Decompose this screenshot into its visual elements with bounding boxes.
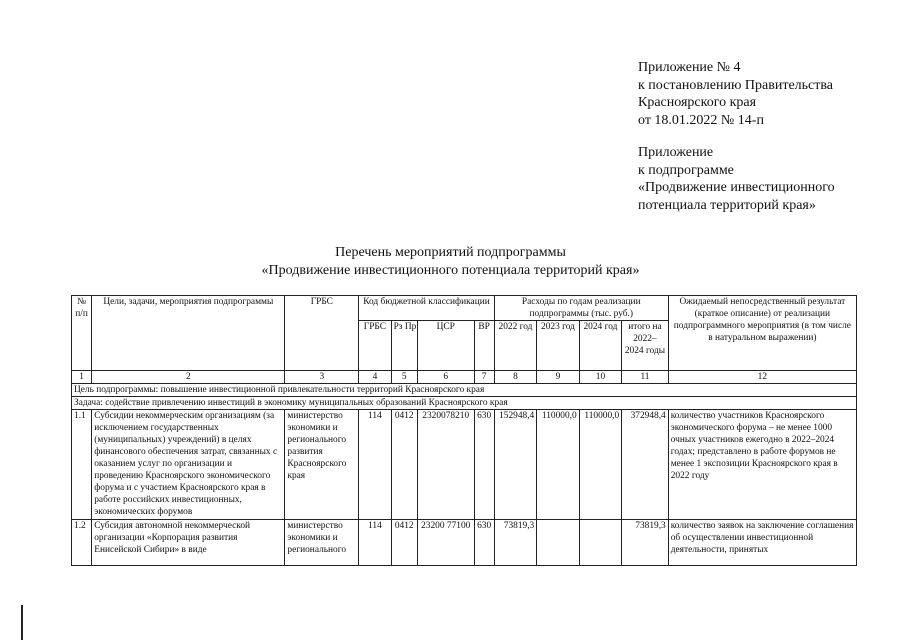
header-row-1 (72, 296, 857, 321)
goal-text: Цель подпрограммы: повышение инвестиционной привлекательности территорий Красноярского края (72, 384, 857, 397)
appendix-line: Приложение № 4 (638, 60, 741, 75)
sub-appendix-line: Приложение (638, 145, 714, 160)
title-line-2: «Продвижение инвестиционного потенциала территорий края» (261, 263, 640, 278)
column-number: 8 (494, 371, 536, 384)
column-number-row (72, 371, 857, 384)
column-number: 6 (417, 371, 474, 384)
column-number: 2 (92, 371, 285, 384)
appendix-line: от 18.01.2022 № 14-п (638, 112, 764, 128)
header-2024: 2024 год (579, 321, 621, 371)
row-grbs: министерство экономики и регионального развития Красноярского края (285, 410, 359, 520)
title-line-1: Перечень мероприятий подпрограммы (335, 245, 566, 260)
header-csr: ЦСР (417, 321, 474, 371)
header-budget-code: Код бюджетной классификации (359, 296, 495, 321)
sub-appendix-line: потенциала территорий края» (638, 197, 816, 213)
row-name: Субсидии некоммерческим организациям (за исключением государственных (муниципальных) учреждений) в целях финансового обеспечения затрат, связанных с оказанием услуг по организации и проведению Красноярского экономического форума и с участием Красноярского края в работе российских инвестиционных, экономических форумов (92, 410, 285, 520)
column-number: 7 (474, 371, 494, 384)
row-2024: 110000,0 (579, 410, 621, 520)
header-num: № п/п (72, 296, 92, 371)
row-csr: 23200 77100 (417, 520, 474, 566)
row-csr: 2320078210 (417, 410, 474, 520)
row-total: 73819,3 (622, 520, 669, 566)
header-vr: ВР (474, 321, 494, 371)
row-rzpr: 0412 (391, 410, 417, 520)
appendix-header (638, 59, 833, 129)
table-row (72, 410, 857, 520)
column-number: 9 (537, 371, 579, 384)
header-expenses: Расходы по годам реализации подпрограммы (тыс. руб.) (494, 296, 668, 321)
header-goals: Цели, задачи, мероприятия подпрограммы (92, 296, 285, 371)
measures-table (71, 295, 857, 566)
row-rzpr: 0412 (391, 520, 417, 566)
header-2022: 2022 год (494, 321, 536, 371)
row-2022: 73819,3 (494, 520, 536, 566)
column-number: 4 (359, 371, 391, 384)
column-number: 3 (285, 371, 359, 384)
sub-appendix-header (638, 144, 835, 214)
document-title (0, 244, 901, 280)
header-result: Ожидаемый непосредственный результат (краткое описание) от реализации подпрограммного мероприятия (в том числе в натуральном выражении) (668, 296, 856, 371)
header-grbs-code: ГРБС (359, 321, 391, 371)
header-grbs: ГРБС (285, 296, 359, 371)
column-number: 1 (72, 371, 92, 384)
header-rzpr: Рз Пр (391, 321, 417, 371)
row-total: 372948,4 (622, 410, 669, 520)
row-vr: 630 (474, 520, 494, 566)
column-number: 12 (668, 371, 856, 384)
row-grbs-code: 114 (359, 410, 391, 520)
goal-row (72, 384, 857, 397)
row-grbs: министерство экономики и регионального (285, 520, 359, 566)
sub-appendix-line: к подпрограмме (638, 162, 734, 178)
scan-edge-mark (21, 605, 23, 640)
row-result: количество участников Красноярского экономического форума – не менее 1000 очных участников ежегодно в 2022–2024 годах; представлено в работе форумов не менее 1 экспозиции Красноярского края в 2022 году (668, 410, 856, 520)
row-2023 (537, 520, 579, 566)
row-2024 (579, 520, 621, 566)
task-row (72, 397, 857, 410)
table-row (72, 520, 857, 566)
header-total: итого на 2022–2024 годы (622, 321, 669, 371)
column-number: 10 (579, 371, 621, 384)
task-text: Задача: содействие привлечению инвестиций в экономику муниципальных образований Красноярского края (72, 397, 857, 410)
row-2022: 152948,4 (494, 410, 536, 520)
appendix-line: Красноярского края (638, 95, 757, 110)
column-number: 11 (622, 371, 669, 384)
row-result: количество заявок на заключение соглашения об осуществлении инвестиционной деятельности, принятых (668, 520, 856, 566)
appendix-line: к постановлению Правительства (638, 77, 834, 93)
sub-appendix-line: «Продвижение инвестиционного (638, 180, 835, 195)
column-number: 5 (391, 371, 417, 384)
row-num: 1.1 (72, 410, 92, 520)
row-grbs-code: 114 (359, 520, 391, 566)
row-num: 1.2 (72, 520, 92, 566)
row-vr: 630 (474, 410, 494, 520)
row-name: Субсидия автономной некоммерческой организации «Корпорация развития Енисейской Сибири» в виде (92, 520, 285, 566)
row-2023: 110000,0 (537, 410, 579, 520)
header-2023: 2023 год (537, 321, 579, 371)
